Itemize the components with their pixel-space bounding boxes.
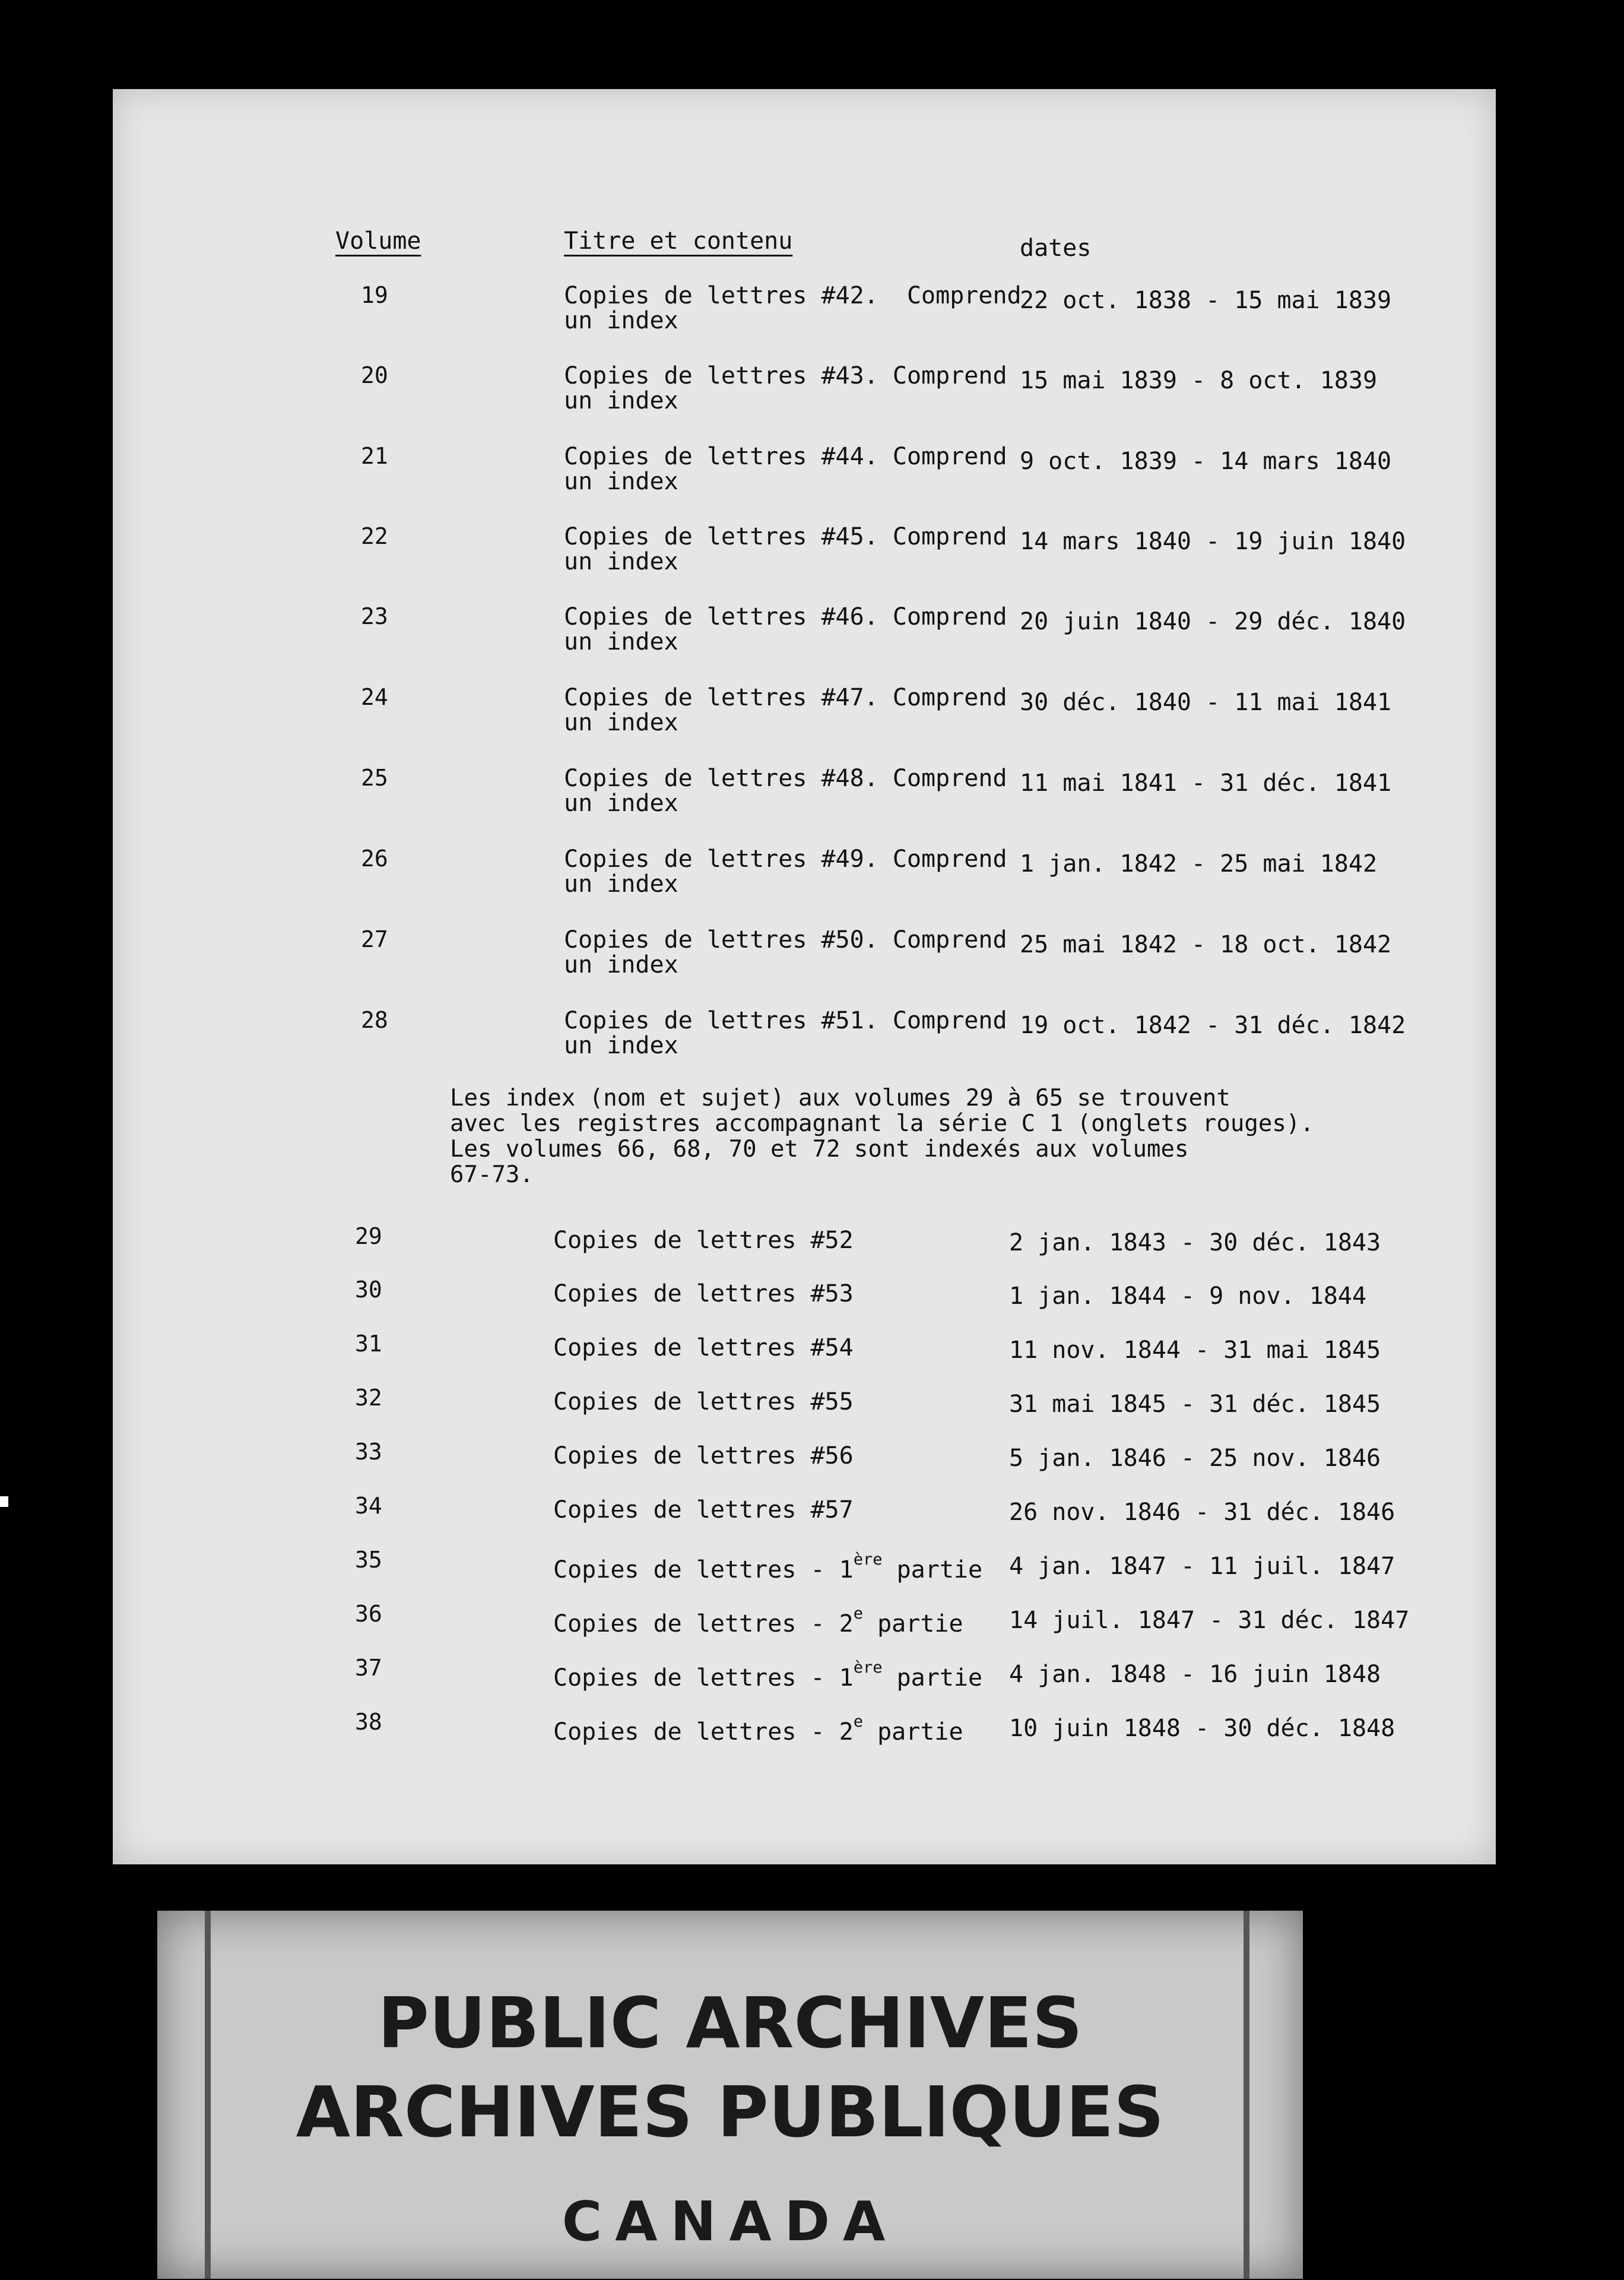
row-title: Copies de lettres #43. Comprend xyxy=(564,362,1007,390)
volume-row xyxy=(0,282,1624,353)
row-dates: 2 jan. 1843 - 30 déc. 1843 xyxy=(1009,1229,1381,1256)
volume-number: 28 xyxy=(361,1007,388,1033)
volume-row xyxy=(0,443,1624,514)
volume-row xyxy=(0,1277,1624,1324)
volume-row xyxy=(0,1331,1624,1378)
volume-number: 26 xyxy=(361,846,388,872)
row-subtitle: un index xyxy=(564,387,678,414)
row-dates: 15 mai 1839 - 8 oct. 1839 xyxy=(1020,367,1378,394)
row-dates: 11 nov. 1844 - 31 mai 1845 xyxy=(1009,1337,1381,1364)
volume-number: 38 xyxy=(355,1709,382,1735)
ordinal-suffix: ère xyxy=(853,1550,883,1569)
volume-number: 21 xyxy=(361,443,388,469)
volume-row xyxy=(0,1601,1624,1648)
row-title: Copies de lettres #57 xyxy=(553,1496,854,1524)
stamp-line-country: CANADA xyxy=(562,2190,899,2253)
row-dates: 19 oct. 1842 - 31 déc. 1842 xyxy=(1020,1012,1406,1039)
volume-number: 37 xyxy=(355,1655,382,1681)
row-dates: 11 mai 1841 - 31 déc. 1841 xyxy=(1020,770,1392,797)
volume-row xyxy=(0,926,1624,998)
row-title: Copies de lettres #50. Comprend xyxy=(564,926,1007,954)
row-dates: 25 mai 1842 - 18 oct. 1842 xyxy=(1020,931,1392,958)
row-dates: 26 nov. 1846 - 31 déc. 1846 xyxy=(1009,1499,1395,1526)
row-title xyxy=(553,1658,982,1692)
row-title: Copies de lettres #42. Comprend xyxy=(564,282,1022,309)
volume-row xyxy=(0,1493,1624,1540)
row-dates: 4 jan. 1847 - 11 juil. 1847 xyxy=(1009,1553,1395,1580)
dates-header: dates xyxy=(1020,235,1092,262)
row-title: Copies de lettres #48. Comprend xyxy=(564,765,1007,792)
volume-row xyxy=(0,1007,1624,1078)
volume-row xyxy=(0,1223,1624,1271)
archives-stamp xyxy=(157,1911,1303,2279)
row-subtitle: un index xyxy=(564,1032,678,1059)
row-dates: 5 jan. 1846 - 25 nov. 1846 xyxy=(1009,1445,1381,1472)
row-title: Copies de lettres #45. Comprend xyxy=(564,523,1007,550)
volume-row xyxy=(0,603,1624,674)
row-title: Copies de lettres #55 xyxy=(553,1388,854,1416)
row-title: Copies de lettres #46. Comprend xyxy=(564,603,1007,631)
row-title: Copies de lettres #56 xyxy=(553,1442,854,1470)
volume-number: 19 xyxy=(361,282,388,308)
stamp-line-english: PUBLIC ARCHIVES xyxy=(378,1982,1083,2064)
volume-number: 29 xyxy=(355,1223,382,1249)
note-line: 67-73. xyxy=(450,1161,534,1188)
row-title: Copies de lettres #47. Comprend xyxy=(564,684,1007,711)
row-subtitle: un index xyxy=(564,307,678,334)
volume-row xyxy=(0,1439,1624,1486)
row-dates: 30 déc. 1840 - 11 mai 1841 xyxy=(1020,689,1392,716)
title-prefix: Copies de lettres - 1 xyxy=(553,1556,854,1584)
row-dates: 22 oct. 1838 - 15 mai 1839 xyxy=(1020,287,1392,314)
note-line: Les volumes 66, 68, 70 et 72 sont indexés aux volumes xyxy=(450,1136,1189,1163)
title-prefix: Copies de lettres - 1 xyxy=(553,1664,854,1692)
row-dates: 1 jan. 1844 - 9 nov. 1844 xyxy=(1009,1282,1367,1310)
volume-number: 32 xyxy=(355,1385,382,1411)
title-suffix: partie xyxy=(882,1664,983,1692)
volume-row xyxy=(0,684,1624,755)
row-subtitle: un index xyxy=(564,951,678,978)
volume-row xyxy=(0,1385,1624,1432)
row-subtitle: un index xyxy=(564,468,678,495)
row-subtitle: un index xyxy=(564,709,678,736)
volume-number: 23 xyxy=(361,603,388,629)
volume-number: 34 xyxy=(355,1493,382,1519)
volume-number: 24 xyxy=(361,684,388,710)
row-subtitle: un index xyxy=(564,790,678,817)
index-note xyxy=(450,1085,1340,1188)
stamp-line-french: ARCHIVES PUBLIQUES xyxy=(296,2071,1165,2153)
row-dates: 31 mai 1845 - 31 déc. 1845 xyxy=(1009,1391,1381,1418)
row-subtitle: un index xyxy=(564,870,678,898)
row-title: Copies de lettres #53 xyxy=(553,1280,854,1307)
title-suffix: partie xyxy=(863,1718,963,1746)
volume-number: 20 xyxy=(361,362,388,388)
title-prefix: Copies de lettres - 2 xyxy=(553,1610,854,1638)
row-subtitle: un index xyxy=(564,548,678,575)
row-title xyxy=(553,1712,963,1746)
volume-row xyxy=(0,846,1624,917)
row-title xyxy=(553,1550,982,1584)
volume-row xyxy=(0,362,1624,433)
ordinal-suffix: e xyxy=(853,1712,863,1731)
row-title: Copies de lettres #49. Comprend xyxy=(564,846,1007,873)
note-line: Les index (nom et sujet) aux volumes 29 à 65 se trouvent xyxy=(450,1085,1230,1112)
row-dates: 14 mars 1840 - 19 juin 1840 xyxy=(1020,528,1406,555)
row-dates: 20 juin 1840 - 29 déc. 1840 xyxy=(1020,608,1406,635)
volume-row xyxy=(0,1655,1624,1702)
row-title xyxy=(553,1604,963,1638)
volume-row xyxy=(0,1709,1624,1756)
row-subtitle: un index xyxy=(564,628,678,656)
row-title: Copies de lettres #44. Comprend xyxy=(564,443,1007,470)
volume-number: 36 xyxy=(355,1601,382,1627)
volume-row xyxy=(0,1547,1624,1594)
row-dates: 4 jan. 1848 - 16 juin 1848 xyxy=(1009,1661,1381,1688)
film-mark xyxy=(0,1496,8,1507)
title-header: Titre et contenu xyxy=(564,227,793,255)
volume-number: 35 xyxy=(355,1547,382,1573)
title-suffix: partie xyxy=(882,1556,983,1584)
ordinal-suffix: e xyxy=(853,1604,863,1623)
volume-header: Volume xyxy=(335,227,421,255)
row-dates: 9 oct. 1839 - 14 mars 1840 xyxy=(1020,448,1392,475)
volume-row xyxy=(0,523,1624,594)
row-dates: 14 juil. 1847 - 31 déc. 1847 xyxy=(1009,1607,1410,1634)
volume-number: 27 xyxy=(361,926,388,952)
row-title: Copies de lettres #52 xyxy=(553,1227,854,1254)
title-suffix: partie xyxy=(863,1610,963,1638)
title-prefix: Copies de lettres - 2 xyxy=(553,1718,854,1746)
volume-number: 30 xyxy=(355,1277,382,1303)
row-dates: 10 juin 1848 - 30 déc. 1848 xyxy=(1009,1715,1395,1742)
volume-number: 25 xyxy=(361,765,388,791)
volume-number: 33 xyxy=(355,1439,382,1465)
row-title: Copies de lettres #54 xyxy=(553,1334,854,1361)
row-title: Copies de lettres #51. Comprend xyxy=(564,1007,1007,1034)
volume-row xyxy=(0,765,1624,836)
volume-number: 31 xyxy=(355,1331,382,1357)
volume-number: 22 xyxy=(361,523,388,549)
ordinal-suffix: ère xyxy=(853,1658,883,1677)
note-line: avec les registres accompagnant la série C 1 (onglets rouges). xyxy=(450,1110,1314,1137)
row-dates: 1 jan. 1842 - 25 mai 1842 xyxy=(1020,850,1378,878)
